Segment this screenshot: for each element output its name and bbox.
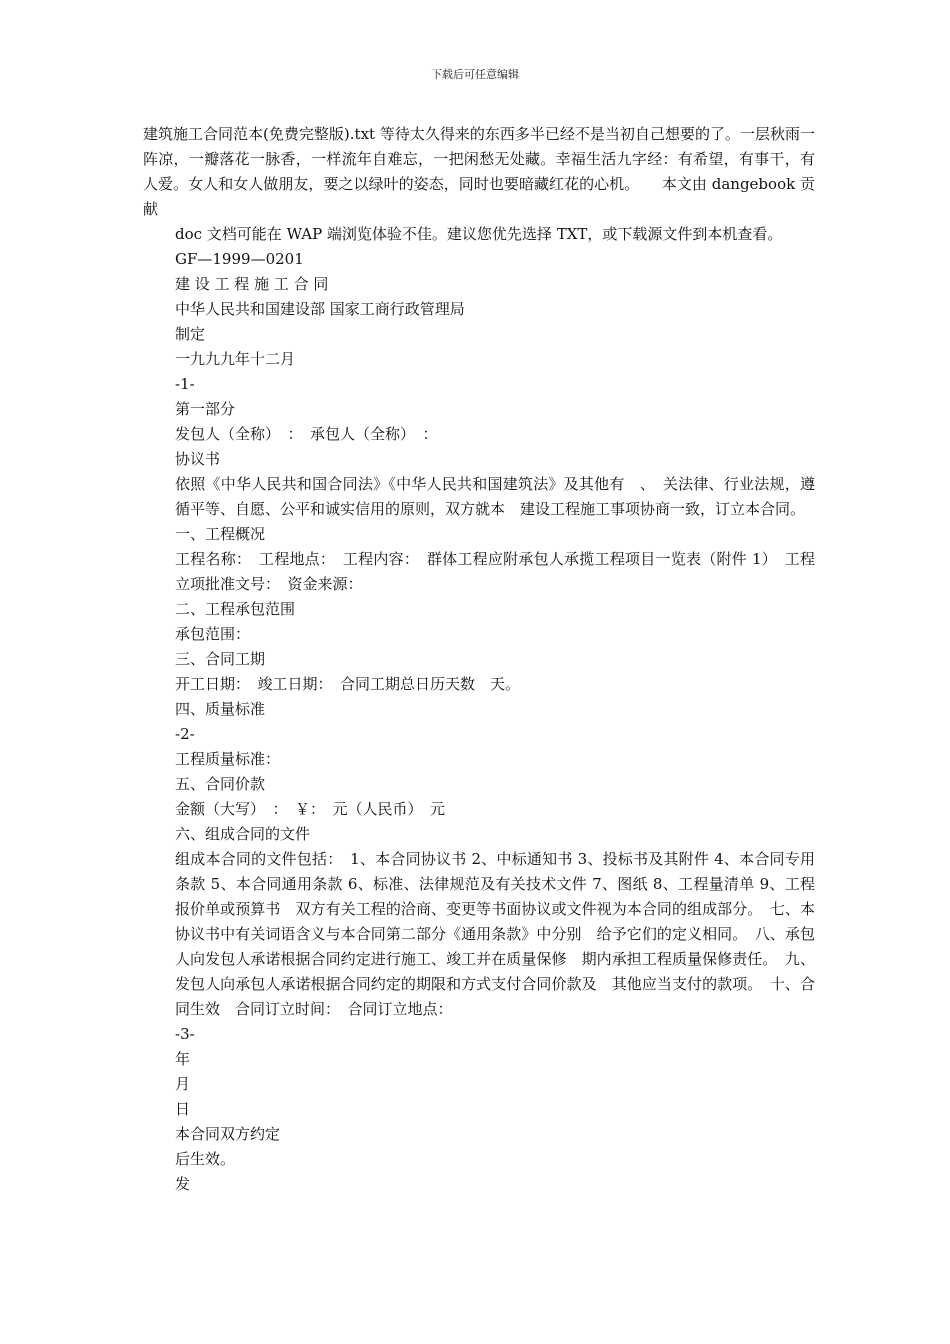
section-heading-scope: 二、工程承包范围 bbox=[175, 600, 296, 618]
issuing-authorities: 中华人民共和国建设部 国家工商行政管理局 bbox=[175, 300, 465, 318]
effective-clause-2: 后生效。 bbox=[175, 1150, 236, 1168]
quality-field: 工程质量标准： bbox=[175, 750, 281, 768]
document-body bbox=[143, 122, 815, 1197]
page-number-2: -2- bbox=[175, 725, 195, 743]
price-fields: 金额（大写） ： ￥： 元（人民币） 元 bbox=[175, 800, 446, 818]
section-heading-documents: 六、组成合同的文件 bbox=[175, 825, 311, 843]
scope-field: 承包范围： bbox=[175, 625, 251, 643]
signature-start: 发 bbox=[175, 1175, 191, 1193]
section-heading-overview: 一、工程概况 bbox=[175, 525, 266, 543]
paragraph-doc-notice: doc 文档可能在 WAP 端浏览体验不佳。建议您优先选择 TXT，或下载源文件到本机查看。 bbox=[175, 225, 783, 243]
page-number-1: -1- bbox=[175, 375, 195, 393]
issued-label: 制定 bbox=[175, 325, 206, 343]
project-overview-fields: 工程名称： 工程地点： 工程内容： 群体工程应附承包人承揽工程项目一览表（附件 1） 工程立项批准文号： 资金来源： bbox=[175, 550, 815, 593]
part-heading: 第一部分 bbox=[175, 400, 236, 418]
contract-code: GF—1999—0201 bbox=[175, 250, 304, 268]
section-heading-quality: 四、质量标准 bbox=[175, 700, 266, 718]
parties-line: 发包人（全称） ： 承包人（全称） ： bbox=[175, 425, 438, 443]
date-month-label: 月 bbox=[175, 1075, 191, 1093]
section-heading-price: 五、合同价款 bbox=[175, 775, 266, 793]
date-year-label: 年 bbox=[175, 1050, 191, 1068]
paragraph-intro: 建筑施工合同范本(免费完整版).txt 等待太久得来的东西多半已经不是当初自己想要的了。一层秋雨一阵凉，一瓣落花一脉香，一样流年自难忘，一把闲愁无处藏。幸福生活九字经：有希望，有事干，有人爱。女人和女人做朋友，要之以绿叶的姿态，同时也要暗藏红花的心机。 本文由 dangebook 贡献 bbox=[143, 125, 815, 218]
issue-date: 一九九九年十二月 bbox=[175, 350, 296, 368]
effective-clause-1: 本合同双方约定 bbox=[175, 1125, 281, 1143]
page-number-3: -3- bbox=[175, 1025, 195, 1043]
date-day-label: 日 bbox=[175, 1100, 191, 1118]
page-header-note: 下载后可任意编辑 bbox=[431, 68, 519, 81]
documents-and-clauses: 组成本合同的文件包括： 1、本合同协议书 2、中标通知书 3、投标书及其附件 4、本合同专用条款 5、本合同通用条款 6、标准、法律规范及有关技术文件 7、图纸 8、工程量清单 9、工程报价单或预算书 双方有关工程的洽商、变更等书面协议或文件视为本合同的组成部分。 七、本协议书中有关词语含义与本合同第二部分《通用条款》中分别 给予它们的定义相同。 八、承包人向发包人承诺根据合同约定进行施工、竣工并在质量保修 期内承担工程质量保修责任。 九、发包人向承包人承诺根据合同约定的期限和方式支付合同价款及 其他应当支付的款项。 十、合同生效 合同订立时间： 合同订立地点： bbox=[175, 850, 815, 1018]
contract-title: 建 设 工 程 施 工 合 同 bbox=[175, 275, 329, 293]
term-fields: 开工日期： 竣工日期： 合同工期总日历天数 天。 bbox=[175, 675, 521, 693]
agreement-heading: 协议书 bbox=[175, 450, 221, 468]
agreement-preamble: 依照《中华人民共和国合同法》《中华人民共和国建筑法》及其他有 、 关法律、行业法规，遵循平等、自愿、公平和诚实信用的原则，双方就本 建设工程施工事项协商一致，订立本合同。 bbox=[175, 475, 815, 518]
section-heading-term: 三、合同工期 bbox=[175, 650, 266, 668]
